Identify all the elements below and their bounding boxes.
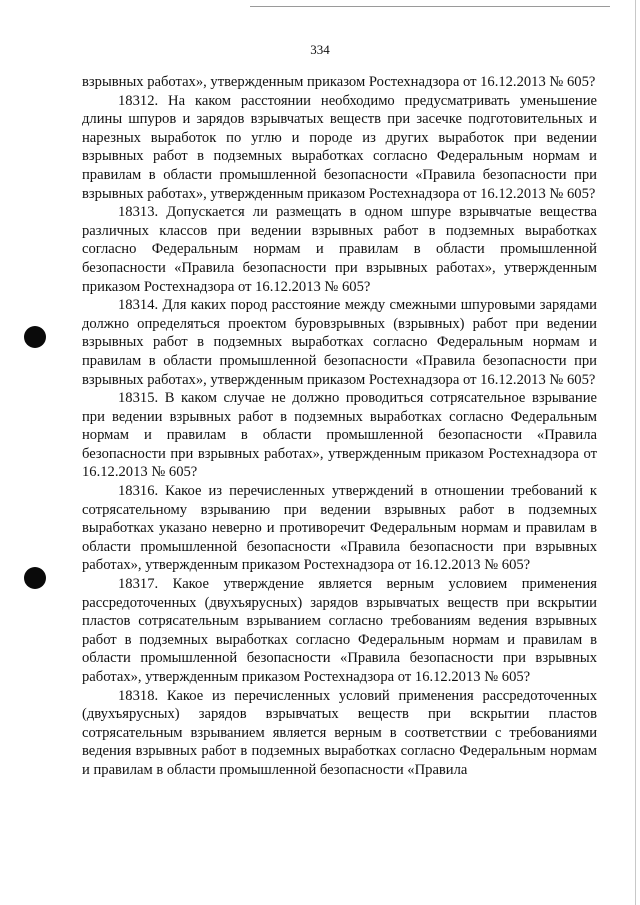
continued-paragraph: взрывных работах», утвержденным приказом Ростехнадзора от 16.12.2013 № 605? [82, 74, 596, 90]
punch-hole-upper [24, 326, 46, 348]
question-18312: 18312. На каком расстоянии необходимо предусматривать уменьшение длины шпуров и зарядов взрывчатых веществ при засечке подготовительных и нарезных выработок по углю и породе из других выработок при ведении взрывных работ в подземных выработках согласно Федеральным нормам и правилам в области промышленной безопасности «Правила безопасности при взрывных работах», утвержденным приказом Ростехнадзора от 16.12.2013 № 605? [82, 92, 597, 202]
right-scan-edge [635, 0, 636, 905]
question-18316: 18316. Какое из перечисленных утверждений в отношении требований к сотрясательному взрыванию при ведении взрывных работ в подземных выработках указано неверно и противоречит Федеральным нормам и правилам в области промышленной безопасности «Правила безопасности при взрывных работах», утвержденным приказом Ростехнадзора от 16.12.2013 № 605? [82, 483, 597, 574]
question-18318: 18318. Какое из перечисленных условий применения рассредоточенных (двухъярусных) зарядов взрывчатых веществ при вскрытии пластов сотрясательным взрыванием является верным в соответствии с требованиями ведения взрывных работ в подземных выработках согласно Федеральным нормам и правилам в области промышленной безопасности «Правила [82, 687, 597, 778]
question-18314: 18314. Для каких пород расстояние между смежными шпуровыми зарядами должно определяться проектом буровзрывных (взрывных) работ при ведении взрывных работ в подземных выработках согласно Федеральным нормам и правилам в области промышленной безопасности «Правила безопасности при взрывных работах», утвержденным приказом Ростехнадзора от 16.12.2013 № 605? [82, 297, 597, 388]
question-18313: 18313. Допускается ли размещать в одном шпуре взрывчатые вещества различных классов при ведении взрывных работ в подземных выработках согласно Федеральным нормам и правилам в области промышленной безопасности «Правила безопасности при взрывных работах», утвержденным приказом Ростехнадзора от 16.12.2013 № 605? [82, 204, 597, 295]
question-18315: 18315. В каком случае не должно проводиться сотрясательное взрывание при ведении взрывных работ в подземных выработках согласно Федеральным нормам и правилам в области промышленной безопасности «Правила безопасности при взрывных работах», утвержденным приказом Ростехнадзора от 16.12.2013 № 605? [82, 390, 597, 481]
question-18317: 18317. Какое утверждение является верным условием применения рассредоточенных (двухъярусных) зарядов взрывчатых веществ при вскрытии пластов сотрясательным взрыванием согласно требованиям ведения взрывных работ в подземных выработках согласно Федеральным нормам и правилам в области промышленной безопасности «Правила безопасности при взрывных работах», утвержденным приказом Ростехнадзора от 16.12.2013 № 605? [82, 576, 597, 685]
question-list [82, 73, 597, 780]
top-scan-rule [250, 6, 610, 7]
punch-hole-lower [24, 567, 46, 589]
page-number: 334 [310, 42, 330, 57]
